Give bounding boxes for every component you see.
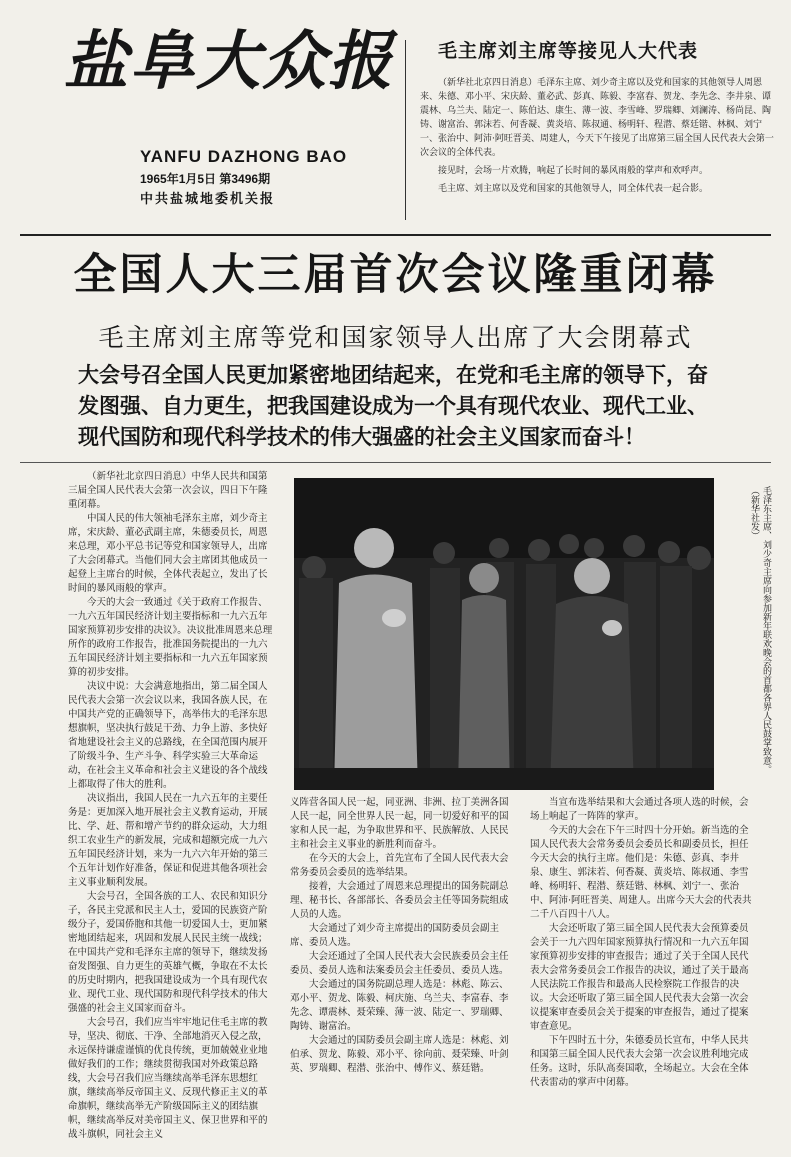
masthead-divider xyxy=(405,40,406,220)
article-paragraph: （新华社北京四日消息）中华人民共和国第三届全国人民代表大会第一次会议，四日下午隆重闭幕。 xyxy=(68,471,268,510)
top-story-paragraph: （新华社北京四日消息）毛泽东主席、刘少奇主席以及党和国家的其他领导人周恩来、朱德、邓小平、宋庆龄、董必武、彭真、陈毅、李富春、贺龙、李先念、李井泉、谭震林、乌兰夫、陆定一、陈伯达、康生、薄一波、李雪峰、罗瑞卿、刘澜涛、杨尚昆、陶铸、谢富治、郭沫若、何香凝、黄炎培、陈叔通、杨明轩、程潜、蔡廷锴、林枫、刘宁一、张治中、阿沛·阿旺晋美、周建人，今天下午接见了出席第三届全国人民代表大会第一次会议的全体代表。 xyxy=(420,78,774,158)
masthead-org: 中共盐城地委机关报 xyxy=(140,191,276,206)
masthead-pinyin: YANFU DAZHONG BAO xyxy=(140,147,348,166)
article-paragraph: 大会通过了刘少奇主席提出的国防委员会副主席、委员人选。 xyxy=(290,923,500,948)
top-story-headline: 毛主席刘主席等接见人大代表 xyxy=(438,40,699,62)
article-paragraph: 决议中说：大会满意地指出，第二届全国人民代表大会第一次会议以来，我国各族人民，在中国共产党的正确领导下，高举伟大的毛泽东思想旗帜，坚决执行鼓足干劲、力争上游、多快好省地建设社会主义的总路线，在全国范围内展开了阶级斗争、生产斗争、科学实验三大革命运动，在社会主义革命和社会主义建设的各个战线上都取得了伟大的胜利。 xyxy=(68,681,268,790)
article-paragraph: 下午四时五十分，朱德委员长宣布，中华人民共和国第三届全国人民代表大会第一次会议胜利地完成任务。这时，乐队高奏国歌，全场起立。大会在全体代表雷动的掌声中闭幕。 xyxy=(530,1035,749,1088)
article-paragraph: 决议指出，我国人民在一九六五年的主要任务是：更加深入地开展社会主义教育运动，开展比、学、赶、帮和增产节约的群众运动，大力组织工农业生产的新发展，完成和超额完成一九六五年国民经济计划，来为一九六六年开始的第三个五年计划作好准备，保证和促进其他各项社会主义事业顺利发展。 xyxy=(68,793,268,888)
article-paragraph: 大会号召，我们应当牢牢地记住毛主席的教导，坚决、彻底、干净、全部地消灭入侵之敌，永远保持谦虚谨慎的优良传统，更加兢兢业业地做好我们的工作；继续贯彻我国对外政策总路线，大会号召我们应当继续高举毛泽东思想红旗，继续高举反帝国主义、反现代修正主义的革命旗帜，继续高举无产阶级国际主义的团结旗帜，继续高举反对美帝国主义、保卫世界和平的战斗旗帜，同社会主义 xyxy=(68,1017,268,1140)
news-photo-image xyxy=(294,478,714,790)
article-paragraph: 接着，大会通过了周恩来总理提出的国务院副总理、秘书长、各部部长、各委员会主任等国务院组成人员的人选。 xyxy=(290,881,509,920)
lead-summary: 大会号召全国人民更加紧密地团结起来，在党和毛主席的领导下，奋发图强、自力更生，把我国建设成为一个具有现代农业、现代工业、现代国防和现代科学技术的伟大强盛的社会主义国家而奋斗！ xyxy=(78,363,708,449)
top-story-paragraph: 接见时，会场一片欢腾，响起了长时间的暴风雨般的掌声和欢呼声。 xyxy=(438,166,709,176)
top-story-paragraph: 毛主席、刘主席以及党和国家的其他领导人，同全体代表一起合影。 xyxy=(438,184,709,194)
article-column-right xyxy=(530,796,752,1150)
sub-headline: 毛主席刘主席等党和国家领导人出席了大会閉幕式 xyxy=(98,323,693,352)
masthead-date-issue: 1965年1月5日 第3496期 xyxy=(140,172,271,186)
article-column-left xyxy=(68,470,276,1150)
top-story-body xyxy=(420,76,775,200)
article-paragraph: 今天的大会一致通过《关于政府工作报告、一九六五年国民经济计划主要指标和一九六五年国家预算初步安排的决议》。决议批准周恩来总理所作的政府工作报告，批准国务院提出的一九六五年国民经济计划主要指标和一九六五年国家预算的初步安排。 xyxy=(68,597,273,678)
article-paragraph: 大会通过的国务院副总理人选是：林彪、陈云、邓小平、贺龙、陈毅、柯庆施、乌兰夫、李富春、李先念、谭震林、聂荣臻、薄一波、陆定一、罗瑞卿、陶铸、谢富治。 xyxy=(290,979,509,1032)
article-paragraph: 在今天的大会上，首先宣布了全国人民代表大会常务委员会委员的选举结果。 xyxy=(290,853,509,878)
main-headline: 全国人大三届首次会议隆重闭幕 xyxy=(73,250,718,300)
news-photo xyxy=(294,478,714,790)
article-paragraph: 当宣布选举结果和大会通过各项人选的时候，会场上响起了一阵阵的掌声。 xyxy=(530,797,749,822)
photo-caption: 毛泽东主席、刘少奇主席向参加新年联欢晚会的首都各界人民鼓掌致意。（新华社发） xyxy=(749,486,771,774)
section-rule xyxy=(20,462,771,463)
section-rule xyxy=(20,234,771,236)
article-paragraph: 大会号召，全国各族的工人、农民和知识分子，各民主党派和民主人士，爱国的民族资产阶级分子，爱国侨胞和其他一切爱国人士，更加紧密地团结起来，巩固和发展人民民主统一战线；在中国共产党和毛泽东主席的领导下，继续发扬奋发图强、自力更生的英雄气概，争取在不太长的历史时期内，把我国建设成为一个具有现代农业、现代工业、现代国防和现代科学技术的伟大强盛的社会主义国家而奋斗。 xyxy=(68,891,268,1014)
article-paragraph: 义阵营各国人民一起，同亚洲、非洲、拉丁美洲各国人民一起，同全世界人民一起，同一切爱好和平的国家和人民一起，为争取世界和平、民族解放、人民民主和社会主义事业的新胜利而奋斗。 xyxy=(290,797,509,850)
article-column-middle xyxy=(290,796,512,1150)
article-paragraph: 中国人民的伟大领袖毛泽东主席，刘少奇主席，宋庆龄、董必武副主席，朱德委员长，周恩来总理，邓小平总书记等党和国家领导人，出席了大会闭幕式。当他们同大会主席团其他成员一起登上主席台的时候，全体代表起立，发出了长时间的暴风雨般的掌声。 xyxy=(68,513,268,594)
article-paragraph: 大会通过的国防委员会副主席人选是：林彪、刘伯承、贺龙、陈毅、邓小平、徐向前、聂荣臻、叶剑英、罗瑞卿、程潜、张治中、傅作义、蔡廷锴。 xyxy=(290,1035,509,1074)
article-paragraph: 今天的大会在下午三时四十分开始。新当选的全国人民代表大会常务委员会委员长和副委员长，担任今天大会的执行主席。他们是：朱德、彭真、李井泉、康生、郭沫若、何香凝、黄炎培、陈叔通、李雪峰、杨明轩、程潜、蔡廷锴、林枫、刘宁一、张治中、阿沛·阿旺晋美、周建人。出席今天大会的代表共二千八百四十八人。 xyxy=(530,825,752,920)
article-paragraph: 大会还听取了第三届全国人民代表大会预算委员会关于一九六四年国家预算执行情况和一九六五年国家预算初步安排的审查报告；通过了关于全国人民代表大会常务委员会工作报告的决议，通过了关于最高人民法院工作报告和最高人民检察院工作报告的决议。大会还听取了第三届全国人民代表大会第一次会议提案审查委员会关于提案的审查报告，通过了提案审查意见。 xyxy=(530,923,749,1032)
article-paragraph: 大会还通过了全国人民代表大会民族委员会主任委员、委员人选和法案委员会主任委员、委员人选。 xyxy=(290,951,509,976)
masthead-title: 盐阜大众报 xyxy=(64,24,394,99)
